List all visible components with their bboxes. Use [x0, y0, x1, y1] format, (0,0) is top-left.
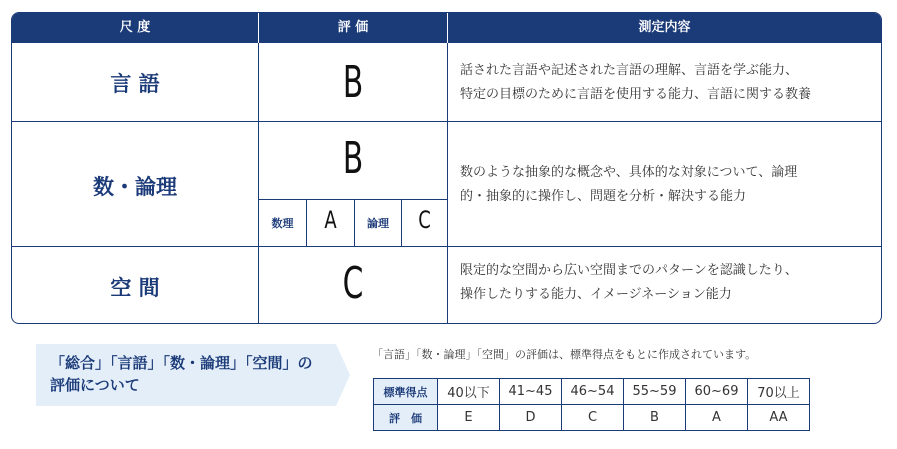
grade-cell: E [438, 405, 500, 431]
score-cell: 70以上 [748, 379, 810, 405]
column-divider [447, 43, 448, 324]
banner-line: 評価について [50, 376, 140, 394]
score-cell: 60~69 [686, 379, 748, 405]
sub-row-divider [258, 199, 447, 200]
desc-math-logic [460, 161, 870, 209]
grade-cell: C [562, 405, 624, 431]
sub-label-math: 数理 [271, 217, 294, 230]
desc-line: 操作したりする能力、イメージネーション能力 [460, 287, 732, 302]
row-divider [12, 246, 881, 247]
grade-cell: D [500, 405, 562, 431]
sub-divider [306, 199, 307, 246]
banner-line: 「総合」「言語」「数・論理」「空間」の [50, 354, 313, 372]
desc-line: 数のような抽象的な概念や、具体的な対象について、論理 [460, 165, 798, 180]
desc-space [460, 259, 870, 307]
desc-language [460, 59, 870, 107]
score-table [373, 378, 810, 431]
grade-math-logic: B [342, 133, 364, 184]
score-cell: 46~54 [562, 379, 624, 405]
evaluation-table [11, 12, 882, 324]
grade-row-label: 評 価 [374, 405, 438, 431]
table-row [374, 379, 810, 405]
sub-grade-math: A [324, 206, 337, 234]
header-content: 測定内容 [638, 20, 691, 35]
header-rating: 評 価 [337, 20, 369, 35]
score-note: 「言語」「数・論理」「空間」の評価は、標準得点をもとに作成されています。 [372, 348, 757, 361]
sub-grade-logic: C [418, 206, 431, 234]
grade-cell: B [624, 405, 686, 431]
desc-line: 限定的な空間から広い空間までのパターンを認識したり、 [460, 263, 798, 278]
grade-cell: A [686, 405, 748, 431]
grade-language: B [342, 57, 364, 108]
desc-line: 的・抽象的に操作し、問題を分析・解決する能力 [460, 189, 747, 204]
grade-cell: AA [748, 405, 810, 431]
score-cell: 55~59 [624, 379, 686, 405]
header-divider [447, 13, 448, 43]
header-scale: 尺 度 [119, 20, 151, 35]
sub-label-logic: 論理 [367, 217, 389, 230]
column-divider [258, 43, 259, 324]
scale-space: 空 間 [110, 276, 160, 300]
table-row [374, 405, 810, 431]
sub-divider [401, 199, 402, 246]
score-row-label: 標準得点 [374, 379, 438, 405]
row-divider [12, 121, 881, 122]
desc-line: 話された言語や記述された言語の理解、言語を学ぶ能力、 [460, 63, 799, 78]
header-divider [258, 13, 259, 43]
score-cell: 41~45 [500, 379, 562, 405]
banner-text [50, 352, 340, 396]
scale-math-logic: 数・論理 [93, 175, 177, 199]
scale-language: 言 語 [110, 72, 160, 96]
desc-line: 特定の目標のために言語を使用する能力、言語に関する教養 [460, 87, 812, 102]
score-cell: 40以下 [438, 379, 500, 405]
grade-space: C [342, 258, 364, 309]
